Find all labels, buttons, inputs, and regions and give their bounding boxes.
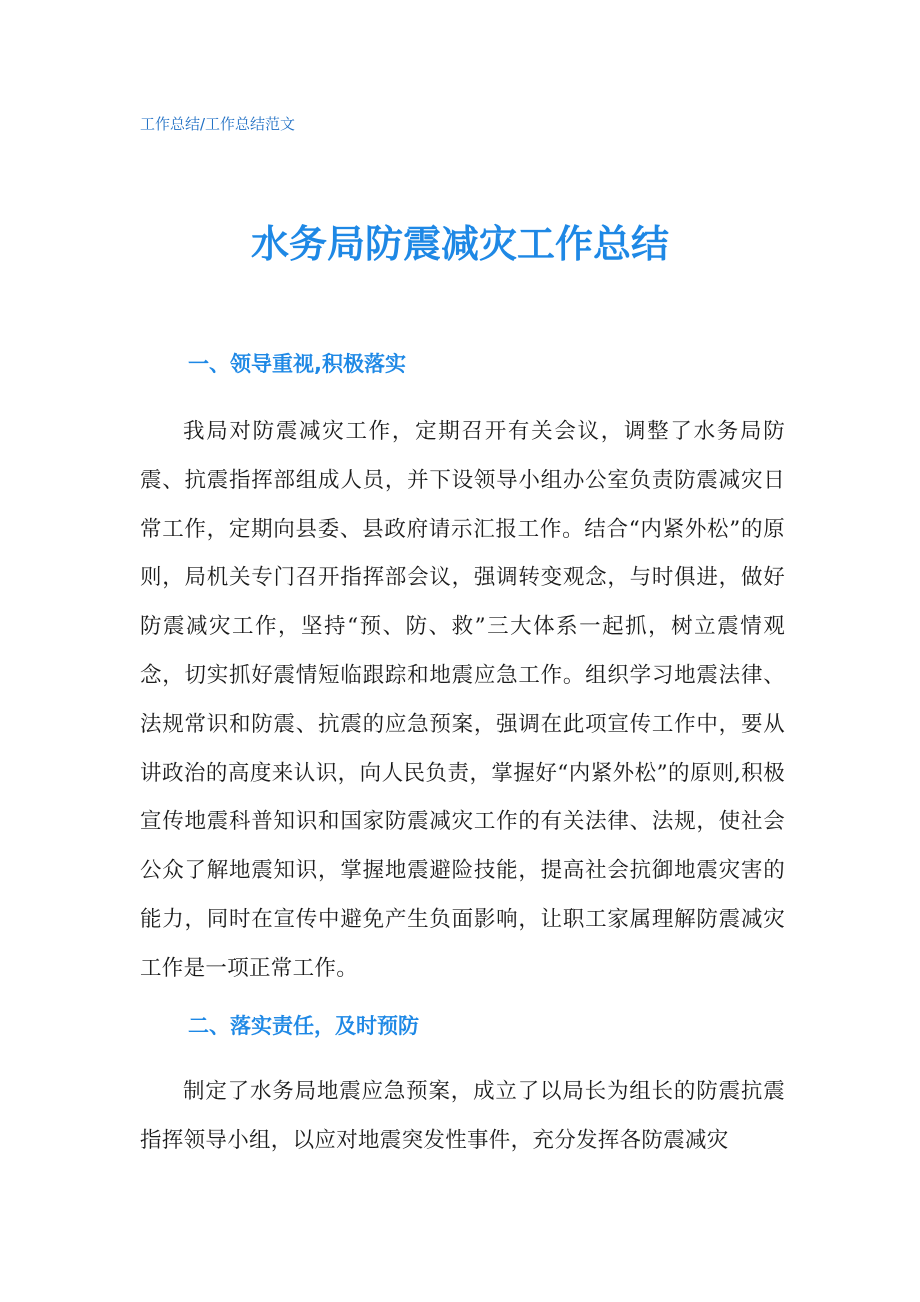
document-title: 水务局防震减灾工作总结 (250, 222, 669, 266)
section-paragraph-1: 我局对防震减灾工作，定期召开有关会议，调整了水务局防震、抗震指挥部组成人员，并下设领导小组办公室负责防震减灾日常工作，定期向县委、县政府请示汇报工作。结合“内紧外松”的原则，局机关专门召开指挥部会议，强调转变观念，与时俱进，做好防震减灾工作，坚持“预、防、救”三大体系一起抓，树立震情观念，切实抓好震情短临跟踪和地震应急工作。组织学习地震法律、法规常识和防震、抗震的应急预案，强调在此项宣传工作中，要从讲政治的高度来认识，向人民负责，掌握好“内紧外松”的原则,积极宣传地震科普知识和国家防震减灾工作的有关法律、法规，使社会公众了解地震知识，掌握地震避险技能，提高社会抗御地震灾害的能力，同时在宣传中避免产生负面影响，让职工家属理解防震减灾工作是一项正常工作。 (140, 419, 785, 981)
section-paragraph-2: 制定了水务局地震应急预案，成立了以局长为组长的防震抗震指挥领导小组，以应对地震突发性事件，充分发挥各防震减灾 (140, 1079, 785, 1153)
breadcrumb[interactable]: 工作总结/工作总结范文 (140, 115, 296, 133)
section-heading-2: 二、落实责任，及时预防 (188, 1014, 419, 1038)
section-heading-1: 一、领导重视,积极落实 (188, 352, 406, 376)
